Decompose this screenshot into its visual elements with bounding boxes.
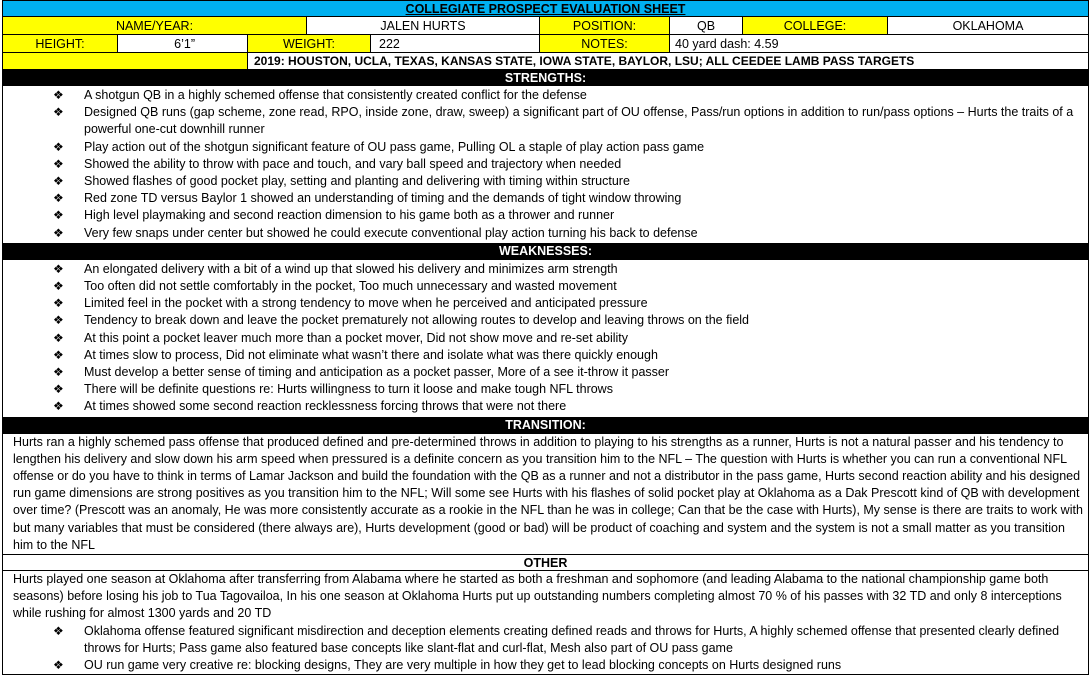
list-item: ❖ At times slow to process, Did not eliminate what wasn’t there and isolate what was there quickly enough — [3, 347, 1088, 364]
weaknesses-list — [3, 260, 1088, 418]
list-item: ❖ Designed QB runs (gap scheme, zone read, RPO, inside zone, draw, sweep) a significant part of OU offense, Pass/run options in addition to run/pass options – Hurts the traits of a powerful one-cut downhill runner — [53, 105, 1074, 137]
height-label: HEIGHT: — [3, 35, 118, 52]
diamond-bullet-icon: ❖ — [53, 225, 64, 240]
strengths-list — [3, 86, 1088, 244]
name-row — [3, 17, 1088, 35]
sheet-title-bar — [3, 1, 1088, 17]
notes-value: 40 yard dash: 4.59 — [675, 36, 779, 51]
diamond-bullet-icon: ❖ — [53, 347, 64, 362]
transition-text: Hurts ran a highly schemed pass offense that produced defined and pre-determined throws in addition to playing to his strengths as a runner, Hurts is not a natural passer and his tendency to lengthen his delivery and slow down his arm speed when pressured is a definite concern as you transition him to the NFL – The question with Hurts is whether you can run a conventional NFL offense or do you have to think in terms of Lamar Jackson and build the foundation with the QB as a runner and not a distributor in the pass game, Hurts second reaction ability and his designed run game dimensions are strong positives as you transition him to the NFL; Will some see Hurts with his flashes of solid pocket play at Oklahoma as a Dak Prescott kind of QB with development over time? (Prescott was an anomaly, He was more consistently accurate as a rookie in the NFL than he was in college; Can that be the case with Hurts), My sense is there are traits to work with but many variables that must be considered (there always are), Hurts development (good or bad) will be product of coaching and system and the system is not a small matter as you transition him to the NFL — [13, 434, 1083, 552]
college-label: COLLEGE: — [743, 17, 888, 34]
diamond-bullet-icon: ❖ — [53, 330, 64, 345]
diamond-bullet-icon: ❖ — [53, 365, 64, 380]
other-heading: OTHER — [523, 555, 568, 570]
weaknesses-heading: WEAKNESSES: — [498, 244, 593, 259]
other-header — [3, 555, 1088, 571]
list-item: ❖ Play action out of the shotgun significant feature of OU pass game, Pulling OL a staple of play action pass game — [3, 139, 1088, 156]
list-item: ❖ Showed flashes of good pocket play, setting and planting and delivering with timing within structure — [3, 173, 1088, 190]
transition-header — [3, 418, 1088, 434]
prospect-evaluation-sheet — [2, 0, 1089, 675]
diamond-bullet-icon: ❖ — [53, 279, 64, 294]
list-item: ❖ Must develop a better sense of timing and anticipation as a pocket passer, More of a see it-throw it passer — [3, 364, 1088, 381]
diamond-bullet-icon: ❖ — [53, 313, 64, 328]
diamond-bullet-icon: ❖ — [53, 174, 64, 189]
name-year-label: NAME/YEAR: — [3, 17, 307, 34]
diamond-bullet-icon: ❖ — [53, 139, 64, 154]
games-row — [3, 53, 1088, 70]
name-value: JALEN HURTS — [307, 17, 540, 34]
strengths-heading: STRENGTHS: — [504, 70, 587, 85]
list-item: ❖ High level playmaking and second reaction dimension to his game both as a thrower and runner — [3, 207, 1088, 224]
diamond-bullet-icon: ❖ — [53, 261, 64, 276]
strengths-header — [3, 70, 1088, 86]
position-label: POSITION: — [540, 17, 670, 34]
list-item: ❖ Tendency to break down and leave the pocket prematurely not allowing routes to develop and leaving throws on the field — [3, 312, 1088, 329]
games-label-blank — [3, 53, 248, 69]
list-item: ❖ At times showed some second reaction recklessness forcing throws that were not there — [3, 398, 1088, 415]
weaknesses-header — [3, 244, 1088, 260]
list-item: ❖ Oklahoma offense featured significant misdirection and deception elements creating defined reads and throws for Hurts, A highly schemed offense that presented clearly defined throws for Hurts; Pass game also featured base concepts like slant-flat and curl-flat, Mesh also part of OU pass game — [53, 623, 1060, 655]
list-item: ❖ There will be definite questions re: Hurts willingness to turn it loose and make tough NFL throws — [3, 381, 1088, 398]
list-item: ❖ Red zone TD versus Baylor 1 showed an understanding of timing and the demands of tight window throwing — [3, 190, 1088, 207]
list-item: ❖ A shotgun QB in a highly schemed offense that consistently created conflict for the defense — [3, 87, 1088, 104]
transition-section — [3, 434, 1088, 555]
list-item: ❖ Limited feel in the pocket with a strong tendency to move when he perceived and anticipated pressure — [3, 295, 1088, 312]
diamond-bullet-icon: ❖ — [53, 623, 64, 638]
weight-label: WEIGHT: — [248, 35, 371, 52]
list-item: ❖ At this point a pocket leaver much more than a pocket mover, Did not show move and re-set ability — [3, 330, 1088, 347]
other-text: Hurts played one season at Oklahoma after transferring from Alabama where he started as both a freshman and sophomore (and leading Alabama to the national championship game both seasons) before losing his job to Tua Tagovailoa, In his one season at Oklahoma Hurts put up outstanding numbers completing almost 70 % of his passes with 32 TD and only 8 interceptions while rushing for almost 1300 yards and 20 TD — [13, 572, 1062, 621]
diamond-bullet-icon: ❖ — [53, 296, 64, 311]
diamond-bullet-icon: ❖ — [53, 105, 64, 120]
diamond-bullet-icon: ❖ — [53, 208, 64, 223]
sheet-title: COLLEGIATE PROSPECT EVALUATION SHEET — [405, 1, 686, 16]
list-item: ❖ OU run game very creative re: blocking designs, They are very multiple in how they get to lead blocking concepts on Hurts designed runs — [3, 657, 1088, 674]
diamond-bullet-icon: ❖ — [53, 658, 64, 673]
other-section — [3, 571, 1088, 674]
diamond-bullet-icon: ❖ — [53, 399, 64, 414]
list-item: ❖ An elongated delivery with a bit of a wind up that slowed his delivery and minimizes arm strength — [3, 261, 1088, 278]
list-item: ❖ Too often did not settle comfortably in the pocket, Too much unnecessary and wasted movement — [3, 278, 1088, 295]
list-item: ❖ Showed the ability to throw with pace and touch, and vary ball speed and trajectory when needed — [3, 156, 1088, 173]
measurables-row — [3, 35, 1088, 53]
position-value: QB — [670, 17, 743, 34]
diamond-bullet-icon: ❖ — [53, 382, 64, 397]
games-watched: 2019: HOUSTON, UCLA, TEXAS, KANSAS STATE, IOWA STATE, BAYLOR, LSU; ALL CEEDEE LAMB PASS TARGETS — [254, 54, 915, 68]
list-item: ❖ Very few snaps under center but showed he could execute conventional play action turning his back to defense — [3, 225, 1088, 242]
diamond-bullet-icon: ❖ — [53, 191, 64, 206]
college-value: OKLAHOMA — [952, 18, 1024, 33]
height-value: 6’1” — [118, 35, 248, 52]
diamond-bullet-icon: ❖ — [53, 88, 64, 102]
notes-label: NOTES: — [540, 35, 670, 52]
weight-value: 222 — [371, 35, 540, 52]
transition-heading: TRANSITION: — [505, 418, 586, 433]
diamond-bullet-icon: ❖ — [53, 156, 64, 171]
